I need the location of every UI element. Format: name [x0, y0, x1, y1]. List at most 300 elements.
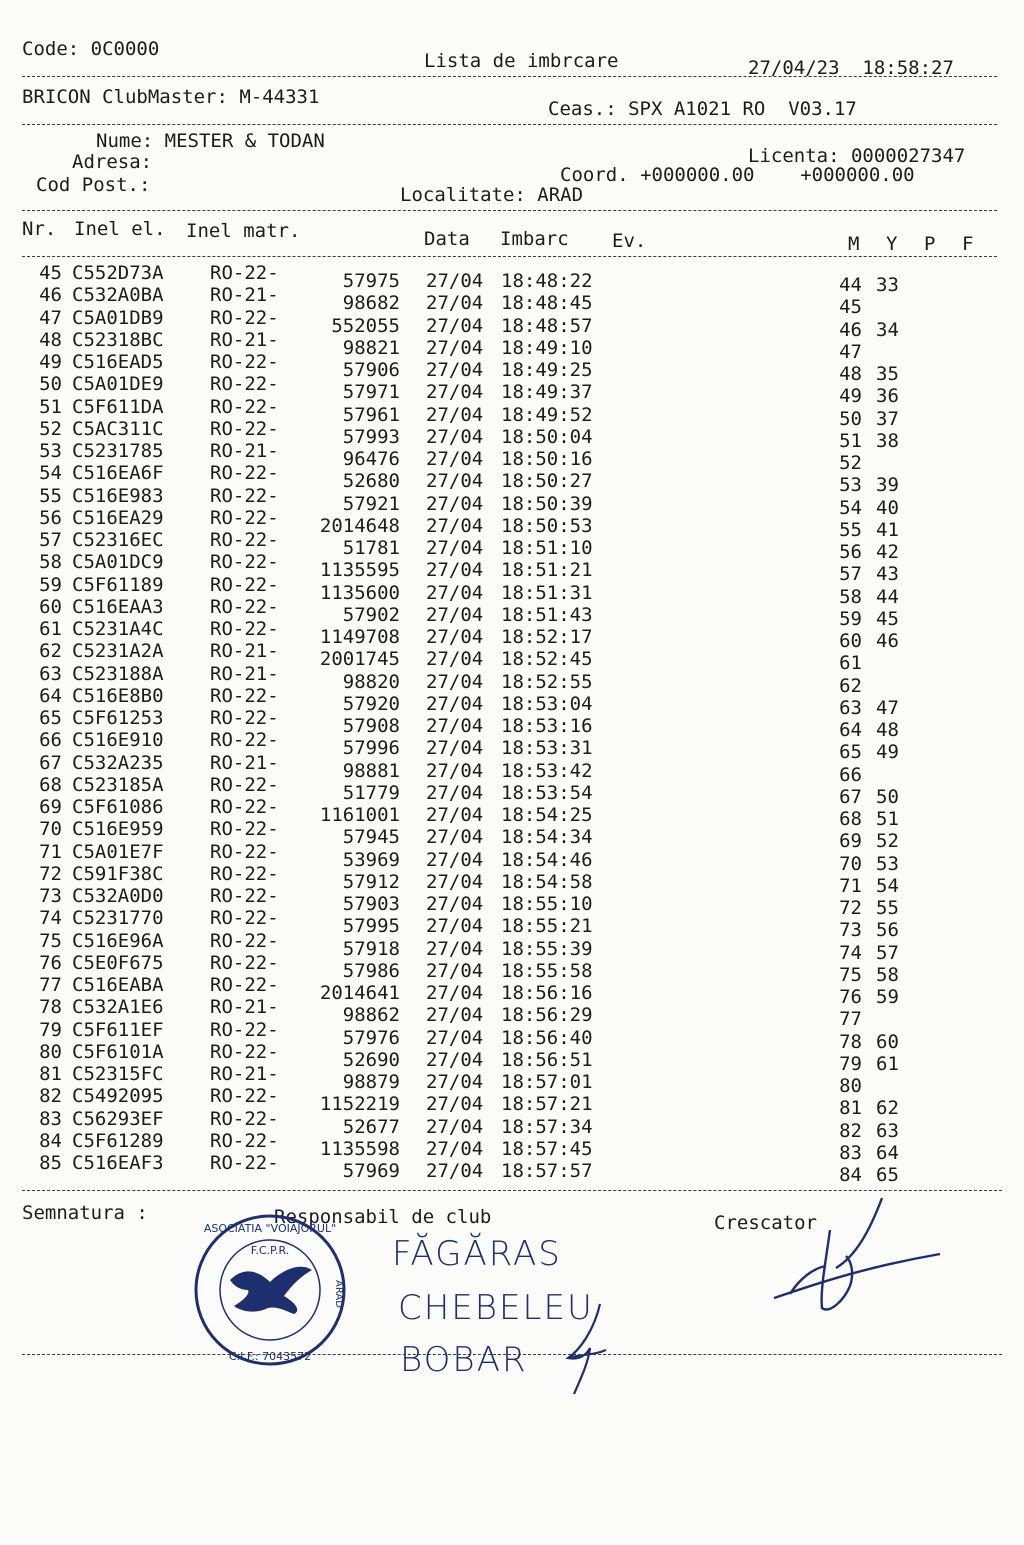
cell-el: C5231770: [72, 907, 164, 930]
cell-mn: 1135595: [319, 559, 400, 582]
cell-m: 60: [839, 630, 862, 652]
cell-mp: RO-22-: [210, 951, 279, 974]
cell-el: C5F61289: [72, 1129, 164, 1152]
cell-tm: 18:54:34: [501, 826, 593, 849]
cell-mp: RO-22-: [210, 818, 279, 841]
cell-tm: 18:53:16: [501, 715, 593, 737]
cell-el: C5A01DC9: [72, 551, 164, 574]
cell-dt: 27/04: [426, 537, 484, 559]
col-p: P: [924, 233, 936, 255]
cell-mp: RO-22-: [210, 707, 279, 729]
divider: [22, 76, 997, 77]
cell-y: 53: [876, 852, 899, 875]
cell-dt: 27/04: [426, 648, 484, 671]
cell-mn: 52677: [342, 1115, 400, 1138]
cell-m: 61: [839, 652, 862, 675]
cell-nr: 76: [39, 951, 62, 974]
cell-tm: 18:50:39: [501, 492, 593, 515]
cell-tm: 18:51:10: [501, 537, 593, 559]
cell-y: 52: [876, 830, 899, 853]
cell-nr: 78: [39, 996, 62, 1019]
cell-mn: 98682: [342, 292, 400, 315]
cell-mp: RO-22-: [210, 1129, 279, 1152]
cell-mp: RO-22-: [210, 974, 279, 996]
cell-mn: 51779: [342, 781, 400, 804]
cell-dt: 27/04: [426, 893, 484, 915]
cell-tm: 18:53:54: [501, 781, 593, 804]
cell-mp: RO-21-: [210, 328, 279, 351]
cell-tm: 18:49:52: [501, 403, 593, 426]
cell-nr: 77: [39, 974, 62, 996]
cell-nr: 74: [39, 907, 62, 930]
cell-m: 46: [839, 318, 862, 341]
cell-mp: RO-21-: [210, 440, 279, 462]
cell-tm: 18:50:27: [501, 470, 593, 493]
postal-code-label: Cod Post.:: [36, 174, 151, 196]
cell-mn: 51781: [342, 537, 400, 559]
signature-label: Semnatura :: [22, 1202, 148, 1224]
col-data: Data: [424, 228, 470, 250]
cell-mn: 96476: [342, 448, 400, 470]
cell-mn: 57918: [342, 937, 400, 960]
cell-tm: 18:51:31: [501, 581, 593, 604]
cell-m: 50: [839, 407, 862, 430]
cell-nr: 82: [39, 1085, 62, 1108]
cell-dt: 27/04: [426, 781, 484, 804]
cell-dt: 27/04: [426, 448, 484, 470]
cell-m: 80: [839, 1075, 862, 1097]
cell-m: 44: [839, 274, 862, 296]
cell-mn: 2001745: [319, 648, 400, 671]
cell-mn: 57993: [342, 425, 400, 448]
cell-tm: 18:49:37: [501, 381, 593, 404]
cell-mn: 57961: [342, 403, 400, 426]
cell-tm: 18:53:31: [501, 737, 593, 760]
cell-tm: 18:48:45: [501, 292, 593, 315]
cell-tm: 18:54:58: [501, 870, 593, 893]
cell-mn: 98862: [342, 1004, 400, 1027]
cell-mn: 57969: [342, 1160, 400, 1182]
cell-mn: 1161001: [319, 804, 400, 826]
cell-mp: RO-22-: [210, 796, 279, 818]
cell-dt: 27/04: [426, 403, 484, 426]
cell-y: 35: [876, 363, 899, 385]
cell-dt: 27/04: [426, 937, 484, 960]
cell-dt: 27/04: [426, 1137, 484, 1160]
cell-mn: 57912: [342, 870, 400, 893]
club-responsible-label: Responsabil de club: [274, 1206, 492, 1228]
cell-tm: 18:49:10: [501, 336, 593, 359]
cell-el: C516EABA: [72, 974, 164, 996]
cell-m: 62: [839, 674, 862, 697]
cell-tm: 18:54:46: [501, 848, 593, 871]
cell-y: 44: [876, 585, 899, 608]
cell-m: 45: [839, 296, 862, 319]
cell-dt: 27/04: [426, 359, 484, 381]
cell-y: 51: [876, 808, 899, 830]
cell-mn: 52680: [342, 470, 400, 493]
cell-mp: RO-22-: [210, 417, 279, 440]
cell-nr: 52: [39, 417, 62, 440]
cell-mp: RO-21-: [210, 996, 279, 1019]
cell-tm: 18:52:45: [501, 648, 593, 671]
cell-y: 50: [876, 785, 899, 808]
cell-mn: 98820: [342, 670, 400, 693]
cell-mp: RO-22-: [210, 729, 279, 752]
cell-el: C516E959: [72, 818, 164, 841]
cell-tm: 18:49:25: [501, 359, 593, 381]
col-inel-matr: Inel matr.: [186, 220, 301, 242]
cell-m: 53: [839, 474, 862, 497]
divider: [22, 210, 997, 211]
cell-y: 34: [876, 318, 899, 341]
cell-dt: 27/04: [426, 425, 484, 448]
cell-y: 62: [876, 1097, 899, 1120]
cell-dt: 27/04: [426, 492, 484, 515]
cell-nr: 62: [39, 640, 62, 663]
cell-el: C523185A: [72, 773, 164, 796]
cell-y: 49: [876, 741, 899, 764]
cell-tm: 18:53:04: [501, 692, 593, 715]
cell-nr: 49: [39, 351, 62, 373]
cell-el: C516E983: [72, 484, 164, 507]
cell-nr: 54: [39, 462, 62, 485]
handwritten-name-1: FĂGĂRAS: [392, 1234, 562, 1274]
cell-mp: RO-21-: [210, 662, 279, 685]
cell-mn: 53969: [342, 848, 400, 871]
cell-el: C5A01E7F: [72, 840, 164, 863]
cell-nr: 65: [39, 707, 62, 729]
cell-m: 65: [839, 741, 862, 764]
cell-el: C5231A2A: [72, 640, 164, 663]
cell-el: C516EAA3: [72, 595, 164, 618]
license-number: Licenta: 0000027347: [748, 145, 966, 167]
cell-el: C516EA29: [72, 506, 164, 529]
cell-dt: 27/04: [426, 1004, 484, 1027]
cell-mn: 552055: [331, 314, 400, 337]
cell-y: 37: [876, 407, 899, 430]
table-row: [0, 1152, 1024, 1186]
cell-y: 61: [876, 1052, 899, 1075]
coordinates: Coord. +000000.00 +000000.00: [560, 164, 915, 186]
cell-mp: RO-22-: [210, 862, 279, 885]
cell-mp: RO-22-: [210, 395, 279, 418]
cell-tm: 18:57:45: [501, 1137, 593, 1160]
cell-el: C56293EF: [72, 1107, 164, 1130]
cell-mp: RO-22-: [210, 1085, 279, 1108]
cell-el: C532A1E6: [72, 996, 164, 1019]
cell-el: C5F61189: [72, 573, 164, 596]
cell-mn: 1135598: [319, 1137, 400, 1160]
cell-m: 75: [839, 963, 862, 986]
cell-y: 46: [876, 630, 899, 652]
cell-mp: RO-22-: [210, 573, 279, 596]
cell-y: 43: [876, 563, 899, 586]
cell-nr: 46: [39, 284, 62, 307]
club-stamp: [190, 1210, 350, 1370]
cell-mp: RO-22-: [210, 462, 279, 485]
cell-mp: RO-21-: [210, 640, 279, 663]
cell-m: 47: [839, 340, 862, 363]
cell-tm: 18:57:57: [501, 1160, 593, 1182]
cell-m: 66: [839, 763, 862, 786]
cell-mp: RO-22-: [210, 1018, 279, 1041]
cell-mn: 57906: [342, 359, 400, 381]
cell-dt: 27/04: [426, 737, 484, 760]
cell-nr: 61: [39, 618, 62, 640]
cell-mn: 57902: [342, 603, 400, 626]
cell-mp: RO-22-: [210, 351, 279, 373]
cell-y: 55: [876, 897, 899, 919]
cell-y: 47: [876, 696, 899, 719]
cell-tm: 18:57:21: [501, 1093, 593, 1116]
cell-nr: 50: [39, 373, 62, 396]
clock-info: Ceas.: SPX A1021 RO V03.17: [548, 98, 857, 120]
cell-tm: 18:53:42: [501, 759, 593, 782]
cell-mp: RO-21-: [210, 751, 279, 774]
cell-el: C5F611DA: [72, 395, 164, 418]
cell-m: 54: [839, 496, 862, 519]
cell-dt: 27/04: [426, 470, 484, 493]
cell-mn: 98821: [342, 336, 400, 359]
print-datetime: 27/04/23 18:58:27: [748, 57, 954, 79]
cell-el: C532A235: [72, 751, 164, 774]
cell-el: C516EA6F: [72, 462, 164, 485]
cell-dt: 27/04: [426, 559, 484, 582]
cell-el: C5F611EF: [72, 1018, 164, 1041]
cell-m: 72: [839, 897, 862, 919]
col-f: F: [962, 233, 974, 255]
cell-m: 67: [839, 785, 862, 808]
cell-nr: 63: [39, 662, 62, 685]
cell-nr: 56: [39, 506, 62, 529]
cell-mn: 57921: [342, 492, 400, 515]
cell-dt: 27/04: [426, 581, 484, 604]
cell-y: 64: [876, 1141, 899, 1164]
col-imbarc: Imbarc: [500, 228, 569, 250]
cell-mn: 57971: [342, 381, 400, 404]
divider: [22, 124, 997, 125]
cell-dt: 27/04: [426, 1026, 484, 1049]
svg-text:ASOCIATIA "VOIAJORUL": ASOCIATIA "VOIAJORUL": [203, 1222, 337, 1235]
cell-dt: 27/04: [426, 759, 484, 782]
cell-nr: 85: [39, 1152, 62, 1174]
signature-breeder: [770, 1190, 950, 1330]
cell-dt: 27/04: [426, 870, 484, 893]
cell-nr: 81: [39, 1063, 62, 1085]
cell-m: 57: [839, 563, 862, 586]
cell-nr: 71: [39, 840, 62, 863]
cell-m: 83: [839, 1141, 862, 1164]
cell-tm: 18:50:16: [501, 448, 593, 470]
cell-mn: 57995: [342, 915, 400, 938]
cell-dt: 27/04: [426, 626, 484, 648]
cell-m: 74: [839, 941, 862, 964]
cell-nr: 60: [39, 595, 62, 618]
cell-el: C532A0D0: [72, 885, 164, 907]
basketing-table: [0, 262, 1024, 1186]
cell-el: C516EAF3: [72, 1152, 164, 1174]
cell-dt: 27/04: [426, 848, 484, 871]
cell-nr: 48: [39, 328, 62, 351]
cell-m: 71: [839, 874, 862, 897]
cell-mp: RO-22-: [210, 1152, 279, 1174]
cell-mn: 1135600: [319, 581, 400, 604]
col-ev: Ev.: [612, 230, 647, 252]
divider: [22, 256, 997, 257]
cell-dt: 27/04: [426, 1160, 484, 1182]
cell-el: C532A0BA: [72, 284, 164, 307]
divider: [22, 1354, 1002, 1355]
cell-dt: 27/04: [426, 1071, 484, 1093]
cell-y: 36: [876, 385, 899, 408]
cell-nr: 72: [39, 862, 62, 885]
cell-el: C5AC311C: [72, 417, 164, 440]
cell-mp: RO-22-: [210, 306, 279, 329]
col-inel-el: Inel el.: [74, 218, 166, 240]
cell-mn: 57903: [342, 893, 400, 915]
cell-nr: 53: [39, 440, 62, 462]
cell-tm: 18:55:58: [501, 959, 593, 982]
cell-el: C5492095: [72, 1085, 164, 1108]
cell-m: 77: [839, 1008, 862, 1031]
cell-el: C5F6101A: [72, 1040, 164, 1063]
cell-tm: 18:54:25: [501, 804, 593, 826]
cell-el: C5A01DB9: [72, 306, 164, 329]
cell-m: 64: [839, 719, 862, 741]
cell-m: 82: [839, 1119, 862, 1142]
cell-y: 60: [876, 1030, 899, 1053]
cell-mp: RO-22-: [210, 595, 279, 618]
cell-el: C552D73A: [72, 262, 164, 284]
cell-el: C52315FC: [72, 1063, 164, 1085]
cell-dt: 27/04: [426, 915, 484, 938]
cell-dt: 27/04: [426, 270, 484, 292]
cell-y: 42: [876, 541, 899, 563]
cell-tm: 18:57:01: [501, 1071, 593, 1093]
owner-name: Nume: MESTER & TODAN: [96, 130, 325, 152]
svg-text:ARAD: ARAD: [333, 1280, 344, 1308]
cell-dt: 27/04: [426, 959, 484, 982]
cell-dt: 27/04: [426, 804, 484, 826]
cell-nr: 57: [39, 529, 62, 551]
cell-el: C591F38C: [72, 862, 164, 885]
cell-dt: 27/04: [426, 514, 484, 537]
cell-mn: 57908: [342, 715, 400, 737]
cell-el: C5F61253: [72, 707, 164, 729]
cell-el: C516E910: [72, 729, 164, 752]
cell-mp: RO-22-: [210, 1040, 279, 1063]
cell-y: 33: [876, 274, 899, 296]
cell-y: 58: [876, 963, 899, 986]
cell-m: 81: [839, 1097, 862, 1120]
cell-mp: RO-21-: [210, 284, 279, 307]
cell-dt: 27/04: [426, 982, 484, 1004]
cell-mp: RO-22-: [210, 840, 279, 863]
cell-mp: RO-22-: [210, 907, 279, 930]
handwritten-name-2: CHEBELEU: [398, 1288, 594, 1328]
cell-mn: 1149708: [319, 626, 400, 648]
cell-tm: 18:55:21: [501, 915, 593, 938]
cell-mp: RO-22-: [210, 529, 279, 551]
cell-dt: 27/04: [426, 692, 484, 715]
cell-mn: 98879: [342, 1071, 400, 1093]
cell-nr: 83: [39, 1107, 62, 1130]
cell-y: 48: [876, 719, 899, 741]
cell-mn: 2014648: [319, 514, 400, 537]
signature-club: [560, 1300, 610, 1400]
cell-mn: 57975: [342, 270, 400, 292]
cell-mp: RO-22-: [210, 551, 279, 574]
cell-nr: 64: [39, 684, 62, 707]
cell-mp: RO-22-: [210, 885, 279, 907]
cell-tm: 18:56:40: [501, 1026, 593, 1049]
cell-nr: 51: [39, 395, 62, 418]
cell-nr: 67: [39, 751, 62, 774]
cell-tm: 18:48:22: [501, 270, 593, 292]
cell-tm: 18:50:53: [501, 514, 593, 537]
cell-m: 76: [839, 986, 862, 1008]
cell-m: 58: [839, 585, 862, 608]
cell-y: 38: [876, 429, 899, 452]
cell-nr: 73: [39, 885, 62, 907]
cell-mp: RO-22-: [210, 684, 279, 707]
svg-text:C.I.F.: 7043572: C.I.F.: 7043572: [228, 1350, 312, 1363]
code-label: Code: 0C0000: [22, 38, 160, 60]
cell-y: 63: [876, 1119, 899, 1142]
cell-mn: 57945: [342, 826, 400, 849]
cell-nr: 47: [39, 306, 62, 329]
cell-mn: 52690: [342, 1048, 400, 1071]
cell-tm: 18:50:04: [501, 425, 593, 448]
cell-y: 65: [876, 1164, 899, 1186]
cell-nr: 75: [39, 929, 62, 952]
cell-tm: 18:48:57: [501, 314, 593, 337]
cell-nr: 69: [39, 796, 62, 818]
cell-y: 54: [876, 874, 899, 897]
cell-m: 73: [839, 919, 862, 942]
col-nr: Nr.: [22, 218, 57, 240]
cell-el: C516EAD5: [72, 351, 164, 373]
cell-el: C5231785: [72, 440, 164, 462]
cell-tm: 18:52:17: [501, 626, 593, 648]
cell-dt: 27/04: [426, 826, 484, 849]
cell-nr: 79: [39, 1018, 62, 1041]
cell-dt: 27/04: [426, 1048, 484, 1071]
cell-mn: 98881: [342, 759, 400, 782]
cell-mp: RO-21-: [210, 1063, 279, 1085]
cell-dt: 27/04: [426, 603, 484, 626]
handwritten-name-3: BOBAR: [400, 1340, 528, 1380]
cell-nr: 84: [39, 1129, 62, 1152]
cell-mn: 57920: [342, 692, 400, 715]
cell-tm: 18:56:51: [501, 1048, 593, 1071]
cell-y: 56: [876, 919, 899, 942]
cell-dt: 27/04: [426, 670, 484, 693]
cell-tm: 18:51:43: [501, 603, 593, 626]
cell-mp: RO-22-: [210, 484, 279, 507]
cell-tm: 18:52:55: [501, 670, 593, 693]
cell-dt: 27/04: [426, 292, 484, 315]
cell-mn: 57986: [342, 959, 400, 982]
cell-nr: 66: [39, 729, 62, 752]
locality: Localitate: ARAD: [400, 184, 584, 206]
document-title: Lista de imbrcare: [424, 50, 619, 72]
cell-m: 63: [839, 696, 862, 719]
cell-mp: RO-22-: [210, 506, 279, 529]
cell-nr: 58: [39, 551, 62, 574]
cell-mn: 57976: [342, 1026, 400, 1049]
